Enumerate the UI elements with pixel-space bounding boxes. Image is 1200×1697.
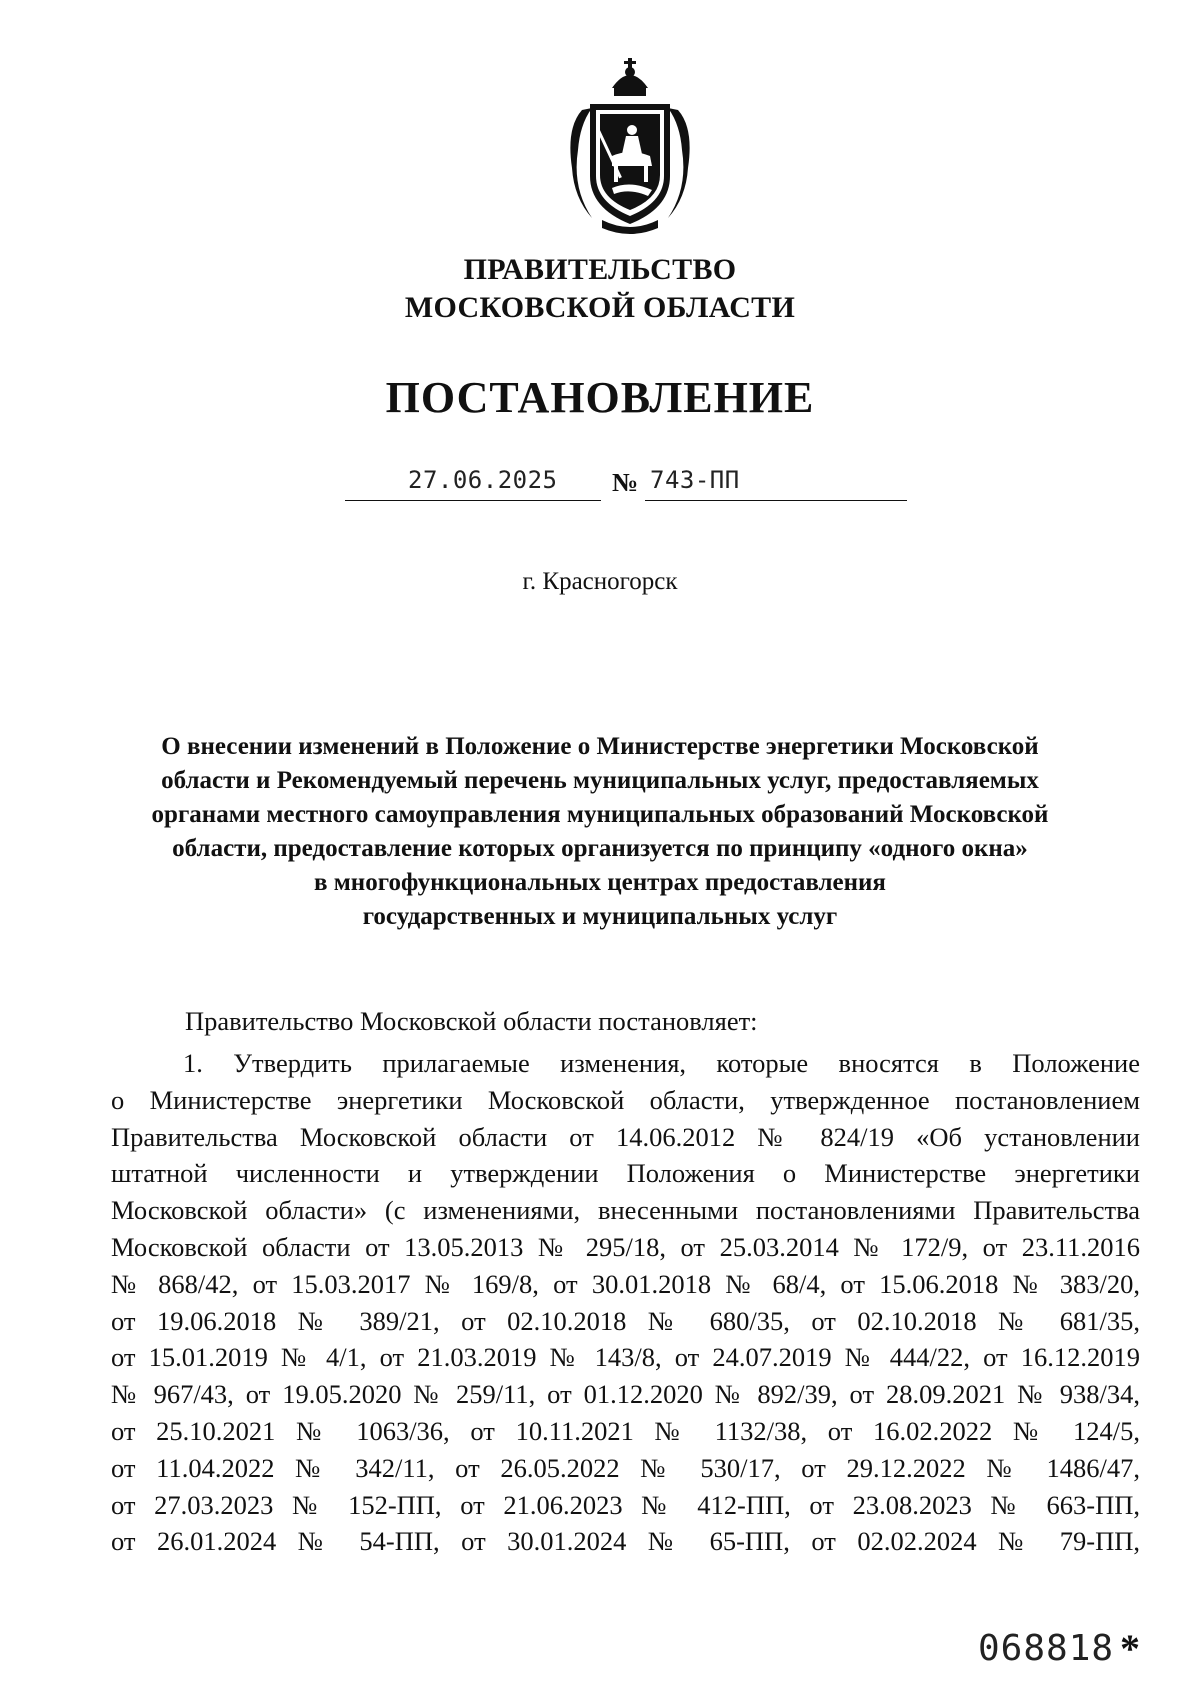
- asterisk-mark: *: [1120, 1626, 1140, 1671]
- form-serial-number: 068818: [978, 1628, 1115, 1669]
- paragraph-line: Московской области» (с изменениями, внесенными постановлениями Правительства: [111, 1195, 1140, 1226]
- coat-of-arms-icon: [562, 58, 698, 238]
- document-date: 27.06.2025: [408, 466, 558, 494]
- document-subject: [90, 730, 1110, 934]
- subject-line: области, предоставление которых организуется по принципу «одного окна»: [172, 835, 1028, 862]
- paragraph-line: от 19.06.2018 № 389/21, от 02.10.2018 № 680/35, от 02.10.2018 № 681/35,: [111, 1305, 1140, 1336]
- paragraph-line: от 11.04.2022 № 342/11, от 26.05.2022 № 530/17, от 29.12.2022 № 1486/47,: [111, 1452, 1140, 1483]
- subject-line: области и Рекомендуемый перечень муниципальных услуг, предоставляемых: [161, 767, 1039, 794]
- government-title-line-2: МОСКОВСКОЙ ОБЛАСТИ: [404, 291, 796, 324]
- paragraph-line: о Министерстве энергетики Московской области, утвержденное постановлением: [111, 1084, 1140, 1115]
- date-underline: [345, 500, 601, 501]
- paragraph-1: [111, 1045, 1140, 1560]
- paragraph-line: от 15.01.2019 № 4/1, от 21.03.2019 № 143/8, от 24.07.2019 № 444/22, от 16.12.2019: [111, 1342, 1140, 1373]
- paragraph-line: № 967/43, от 19.05.2020 № 259/11, от 01.12.2020 № 892/39, от 28.09.2021 № 938/34,: [111, 1379, 1140, 1410]
- government-title-line-1: ПРАВИТЕЛЬСТВО: [463, 253, 737, 286]
- paragraph-line: Правительства Московской области от 14.06.2012 № 824/19 «Об установлении: [111, 1121, 1140, 1152]
- subject-line: органами местного самоуправления муниципальных образований Московской: [151, 801, 1049, 828]
- paragraph-line: штатной численности и утверждении Положения о Министерстве энергетики: [111, 1158, 1140, 1189]
- paragraph-line: № 868/42, от 15.03.2017 № 169/8, от 30.01.2018 № 68/4, от 15.06.2018 № 383/20,: [111, 1268, 1140, 1299]
- paragraph-line: Московской области от 13.05.2013 № 295/18, от 25.03.2014 № 172/9, от 23.11.2016: [111, 1231, 1140, 1262]
- subject-line: в многофункциональных центрах предоставления: [314, 869, 886, 896]
- number-sign: №: [612, 468, 639, 497]
- paragraph-line: от 27.03.2023 № 152-ПП, от 21.06.2023 № 412-ПП, от 23.08.2023 № 663-ПП,: [111, 1489, 1140, 1520]
- subject-line: О внесении изменений в Положение о Министерстве энергетики Московской: [161, 733, 1039, 760]
- document-number: 743-ПП: [650, 466, 740, 494]
- paragraph-line: от 26.01.2024 № 54-ПП, от 30.01.2024 № 65-ПП, от 02.02.2024 № 79-ПП,: [111, 1526, 1140, 1557]
- preamble: Правительство Московской области постановляет:: [185, 1006, 758, 1036]
- paragraph-line: 1. Утвердить прилагаемые изменения, которые вносятся в Положение: [183, 1048, 1140, 1078]
- subject-line: государственных и муниципальных услуг: [362, 903, 838, 930]
- paragraph-line: от 25.10.2021 № 1063/36, от 10.11.2021 № 1132/38, от 16.02.2022 № 124/5,: [111, 1415, 1140, 1446]
- city-line: г. Красногорск: [522, 568, 678, 595]
- document-type-heading: ПОСТАНОВЛЕНИЕ: [385, 373, 815, 422]
- number-underline: [645, 500, 907, 501]
